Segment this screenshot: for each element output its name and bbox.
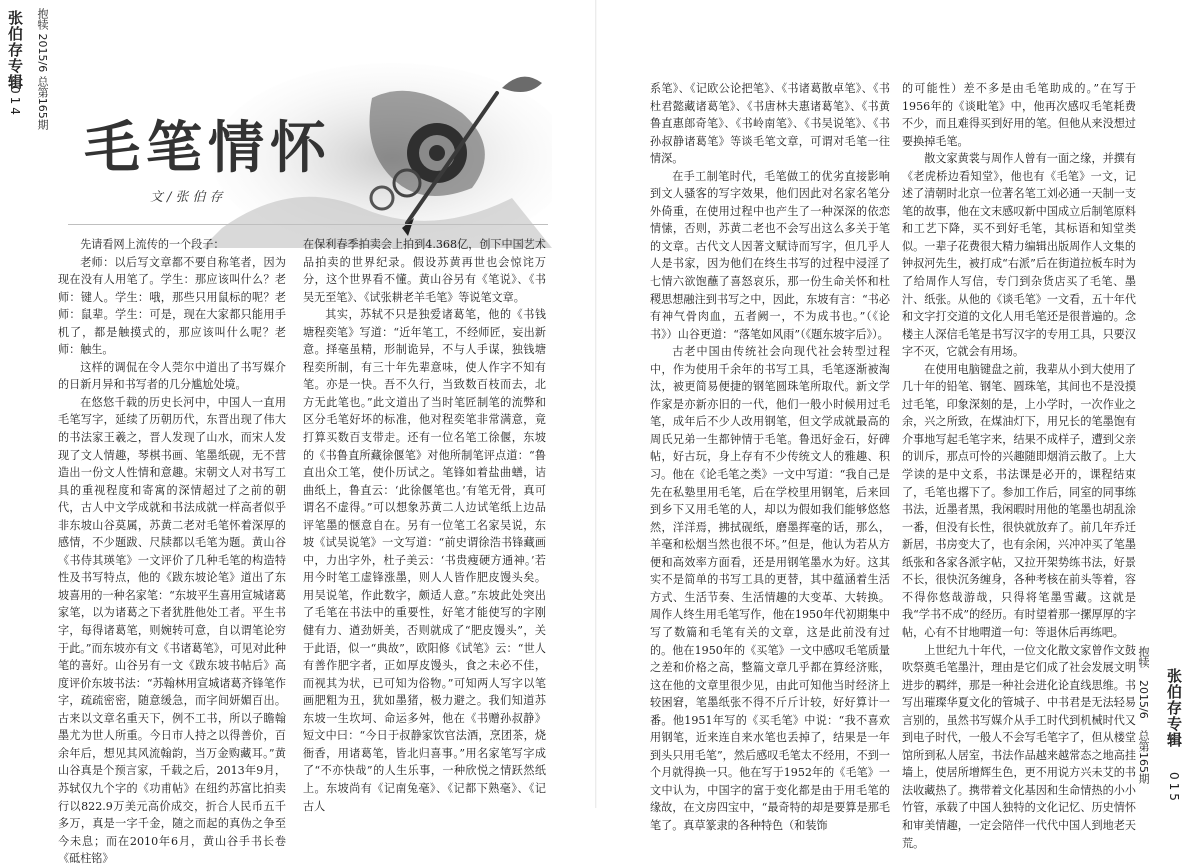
text-column-4 bbox=[902, 80, 1136, 852]
paragraph-continued: 系笔》、《记欧公论把笔》、《书诸葛散卓笔》、《书杜君懿藏诸葛笔》、《书唐林夫惠诸葛笔》、《书黄鲁直惠郎奇笔》、《书岭南笔》、《书吴说笔》、《书孙叔静诸葛笔》等谈毛笔文章，可谓对毛笔一往情深。 bbox=[650, 82, 890, 166]
text-column-1 bbox=[58, 236, 286, 868]
page-fold bbox=[595, 0, 597, 808]
right-publication-info bbox=[1135, 646, 1151, 784]
paragraph: 在使用电脑键盘之前，我辈从小到大使用了几十年的铅笔、钢笔、圆珠笔，其间也不是没摸过毛笔，印象深刻的是，上小学时，一次作业之余，兴之所致，在煤油灯下，用兄长的笔墨饱有介事地写起毛笔字来，结果不成样子，遭到父亲的训斥，那点可怜的兴趣随即烟消云散了。上大学读的是中文系，书法课是必开的，课程结束了，毛笔也撂下了。参加工作后，同室的同事练书法，近墨者黑，我闲暇时用他的笔墨也胡乱涂一番，但没有长性，很快就放弃了。前几年乔迁新居，书房变大了，也有余闲，兴冲冲买了笔墨纸张和各家各派字帖，又拉开架势练书法，好景不长，很快沉务缠身，各种考核在前头等着，容不得你悠哉游哉，只得将笔墨雪藏。这就是我“学书不成”的经历。有时望着那一摞厚厚的字帖，心有不甘地喟道一句：等退休后再练吧。 bbox=[902, 362, 1136, 639]
right-publication-name: 抱犊 bbox=[1137, 646, 1150, 669]
paragraph: 在悠悠千载的历史长河中，中国人一直用毛笔写字，延续了历朝历代，东晋出现了伟大的书法家王羲之，晋人发现了山水，而宋人发现了文人情趣，琴棋书画、笔墨纸砚，无不营造出一份文人性情和意趣。宋朝文人对书写工具的重视程度和寄寓的深情超过了之前的朝代，古人中文学成就和书法成就一样高者似乎非东坡山谷莫属，苏黄二老对毛笔怀着深厚的感情，不少题跋、尺牍都以毛笔为题。黄山谷《书侍其瑛笔》一文评价了几种毛笔的构造特性及书写特点，他的《跋东坡论笔》道出了东坡喜用的一种名家笔：“东坡平生喜用宣城诸葛家笔，以为诸葛之下者犹胜他处工者。平生书字，每得诸葛笔，则婉转可意，自以谓笔论穷于此。”而东坡亦有文《书诸葛笔》，可见对此种笔的喜好。山谷另有一文《跋东坡书帖后》高度评价东坡书法：“苏翰林用宣城诸葛齐锋笔作字，疏疏密密，随意缓急，而字间妍媚百出。古来以文章名重天下，例不工书，所以子瞻翰墨尤为世人所重。今日市人持之以得善价，百余年后，想见其风流翰韵，当万金购藏耳。”黄山谷真是个预言家，千载之后，2013年9月，苏轼仅九个字的《功甫帖》在纽约苏富比拍卖行以822.9万美元高价成交，折合人民币五千多万，真是一字千金，随之而起的真伪之争至今未息；而在2010年6月，黄山谷手书长卷《砥柱铭》 bbox=[58, 395, 286, 866]
paragraph: 散文家黄裳与周作人曾有一面之缘，并撰有《老虎桥边看知堂》，他也有《毛笔》一文，记述了清朝时北京一位著名笔工刘必通一天制一支笔的故事，他在文末感叹新中国成立后制笔原料和工艺下降，买不到好毛笔，其标语和知堂类似。一辈子花费很大精力编辑出版周作人文集的钟叔河先生，被打成“右派”后在街道拉板车时为了给周作人写信，专门到杂货店买了毛笔、墨汁、纸张。从他的《谈毛笔》一文看，五十年代和文字打交道的文化人用毛笔还是很普遍的。念楼主人深信毛笔是书写汉字的专用工具，只要汉字不灭，它就会有用场。 bbox=[902, 152, 1136, 359]
header-divider bbox=[68, 224, 548, 225]
paragraph-continued: 的可能性）差不多是由毛笔助成的。”在写于1956年的《谈毗笔》中，他再次感叹毛笔耗费不少，而且难得买到好用的笔。但他从来没想过要换掉毛笔。 bbox=[902, 82, 1136, 148]
paragraph: 这样的调侃在令人莞尔中道出了书写媒介的日新月异和书写者的几分尴尬处境。 bbox=[58, 360, 286, 392]
paragraph: 老师：以后写文章都不要自称笔者，因为现在没有人用笔了。学生：那应该叫什么？老师：键人。学生：哦，那些只用鼠标的呢？老师：鼠辈。学生：可是，现在大家都只能用手机了，都是触摸式的，那应该叫什么呢？老师：触生。 bbox=[58, 255, 286, 357]
paragraph: 古老中国由传统社会向现代社会转型过程中，作为使用千余年的书写工具，毛笔逐渐被淘汰，被更简易便捷的钢笔圆珠笔所取代。新文学作家是亦新亦旧的一代，他们一般小时候用过毛笔，成年后不少人改用钢笔，但文学成就最高的周氏兄弟一生都钟情于毛笔。鲁迅好金石，好碑帖，好古玩，身上存有不少传统文人的雅趣、积习。他在《论毛笔之类》一文中写道：“我自己是先在私塾里用毛笔，后在学校里用钢笔，后来回到乡下又用毛笔的人，却以为假如我们能够悠悠然，洋洋焉，拂拭砚纸，磨墨挥毫的话，那么，羊毫和松烟当然也很不坏。”但是，他认为若从方便和高效率方面看，还是用钢笔墨水为好。这其实不是简单的书写工具的更替，其中蕴涵着生活方式、生活节奏、生活情趣的大变革、大转换。周作人终生用毛笔写作，他在1950年代初期集中写了数篇和毛笔有关的文章，这是此前没有过的。他在1950年的《买笔》一文中感叹毛笔质量之差和价格之高，整篇文章几乎都在算经济账，这在他的文章里很少见，由此可知他当时经济上较困窘，笔墨纸张不得不斤斤计较，好好算计一番。他1951年写的《买毛笔》中说：“我不喜欢用钢笔，近来连自来水笔也丢掉了，结果是一年到头只用毛笔”，然后感叹毛笔太不经用，不到一个月就得换一只。他在写于1952年的《毛笔》一文中认为，中国字的富于变化都是由于用毛笔的缘故，在文房四宝中，“最奇特的却是要算是那毛笔了。真草篆隶的各种特色（和装饰 bbox=[650, 345, 890, 832]
text-column-2 bbox=[303, 236, 546, 815]
left-page-margin bbox=[0, 0, 34, 808]
paragraph: 上世纪九十年代，一位文化散文家曾作文鼓吹祭奠毛笔墨汁，理由是它们成了社会发展文明进步的羁绊，那是一种社会进化论直线思维。书写出璀璨华夏文化的管城子、中书君是无法轻易言别的，虽然书写媒介从手工时代到机械时代又到电子时代，一般人不会写毛笔字了，但从楼堂馆所到私人居室，书法作品越来越常态之地高挂墙上，使居所增辉生色，更不用说方兴未艾的书法收藏热了。携带着文化基因和生命情热的小小竹管，承载了中国人独特的文化记忆、历史情怀和审美情趣，一定会陪伴一代代中国人到地老天荒。 bbox=[902, 643, 1136, 850]
right-page-number: 015 bbox=[1167, 772, 1181, 804]
left-publication-name: 抱犊 bbox=[36, 8, 49, 30]
left-publication-info bbox=[34, 8, 50, 130]
left-section-label: 张伯存专辑 bbox=[6, 10, 24, 90]
paragraph: 先请看网上流传的一个段子： bbox=[80, 238, 225, 251]
paragraph: 其实，苏轼不只是独爱诸葛笔，他的《书钱塘程奕笔》写道：“近年笔工，不经师匠，妄出新意。择毫虽精，形制诡异，不与人手谋，独钱塘程奕所制，有三十年先辈意味，使人作字不知有笔。亦是一快。吾不久行，当致数百枝而去，北方无此笔也。”此文道出了当时笔匠制笔的流弊和区分毛笔好坏的标准，他对程奕笔非常满意，竟打算买数百支带走。还有一位名笔工徐偃，东坡的《书鲁直所藏徐偃笔》对他所制笔评点道：“鲁直出众工笔，使仆历试之。笔锋如着盐曲蟮，诘曲纸上，鲁直云：‘此徐偃笔也。’有笔无骨，真可谓名不虚得。”可以想象苏黄二人边试笔纸上边品评笔墨的惬意自在。另有一位笔工名家吴说，东坡《试吴说笔》一文写道：“前史谓徐浩书锋藏画中，力出字外，杜子美云：‘书贵瘦硬方通神。’若用今时笔工虚锋涨墨，则人人皆作肥皮馒头矣。用吴说笔，作此数字，颇适人意。”东坡此处突出了毛笔在书法中的重要性，好笔才能使写的字刚健有力、遒劲妍美，否则就成了“肥皮馒头”，关于此语，似一“典故”，欧阳修《试笔》云：“世人有善作肥字者，正如厚皮馒头，食之未必不佳，而视其为状，已可知为俗物。”可知两人写字以笔画肥粗为丑，犹如墨猪，极力避之。我们知道苏东坡一生坎坷、命运多舛，他在《书赠孙叔静》短文中曰：“今日于叔静家饮官法酒，烹团茶，烧衙香，用诸葛笔，皆北归喜事。”用名家笔写字成了“不亦快哉”的人生乐事，一种欣悦之情跃然纸上。东坡尚有《记南兔毫》、《记都下熟毫》、《记古人 bbox=[303, 308, 546, 813]
left-total-issue: 总第165期 bbox=[36, 75, 49, 130]
left-page-number: 014 bbox=[8, 86, 22, 118]
right-total-issue: 总第165期 bbox=[1137, 730, 1150, 784]
right-issue: 2015/6 bbox=[1137, 679, 1150, 719]
text-column-3 bbox=[650, 80, 890, 835]
right-section-label: 张伯存专辑 bbox=[1165, 668, 1183, 748]
right-page-margin bbox=[1151, 0, 1191, 808]
paragraph-continued: 在保利春季拍卖会上拍到4.368亿，创下中国艺术品拍卖的世界纪录。假设苏黄再世也会惊诧万分，这个世界看不懂。黄山谷另有《笔说》、《书吴无至笔》、《试张耕老羊毛笔》等说笔文章。 bbox=[303, 238, 546, 304]
article-title: 毛笔情怀 bbox=[84, 116, 332, 181]
left-issue: 2015/6 bbox=[36, 33, 49, 73]
article-author: 文/张伯存 bbox=[150, 190, 227, 205]
paragraph: 在手工制笔时代，毛笔做工的优劣直接影响到文人骚客的写字效果，他们因此对名家名笔分外倚重，在使用过程中也产生了一种深深的依恋情愫，否则，苏黄二老也不会写出这么多关于笔的文章。古代文人因著文赋诗而写字，但几乎人人是书家，因为他们在终生书写的过程中浸淫了七情六欲饱蘸了喜怒哀乐，那一份生命关怀和杜稷思想融注到书写之中，因此，东坡有言：“书必有神气骨肉血，五者阙一，不为成书也。”（《论书》）山谷更道：“落笔如风雨”（《题东坡字后》）。 bbox=[650, 169, 890, 341]
